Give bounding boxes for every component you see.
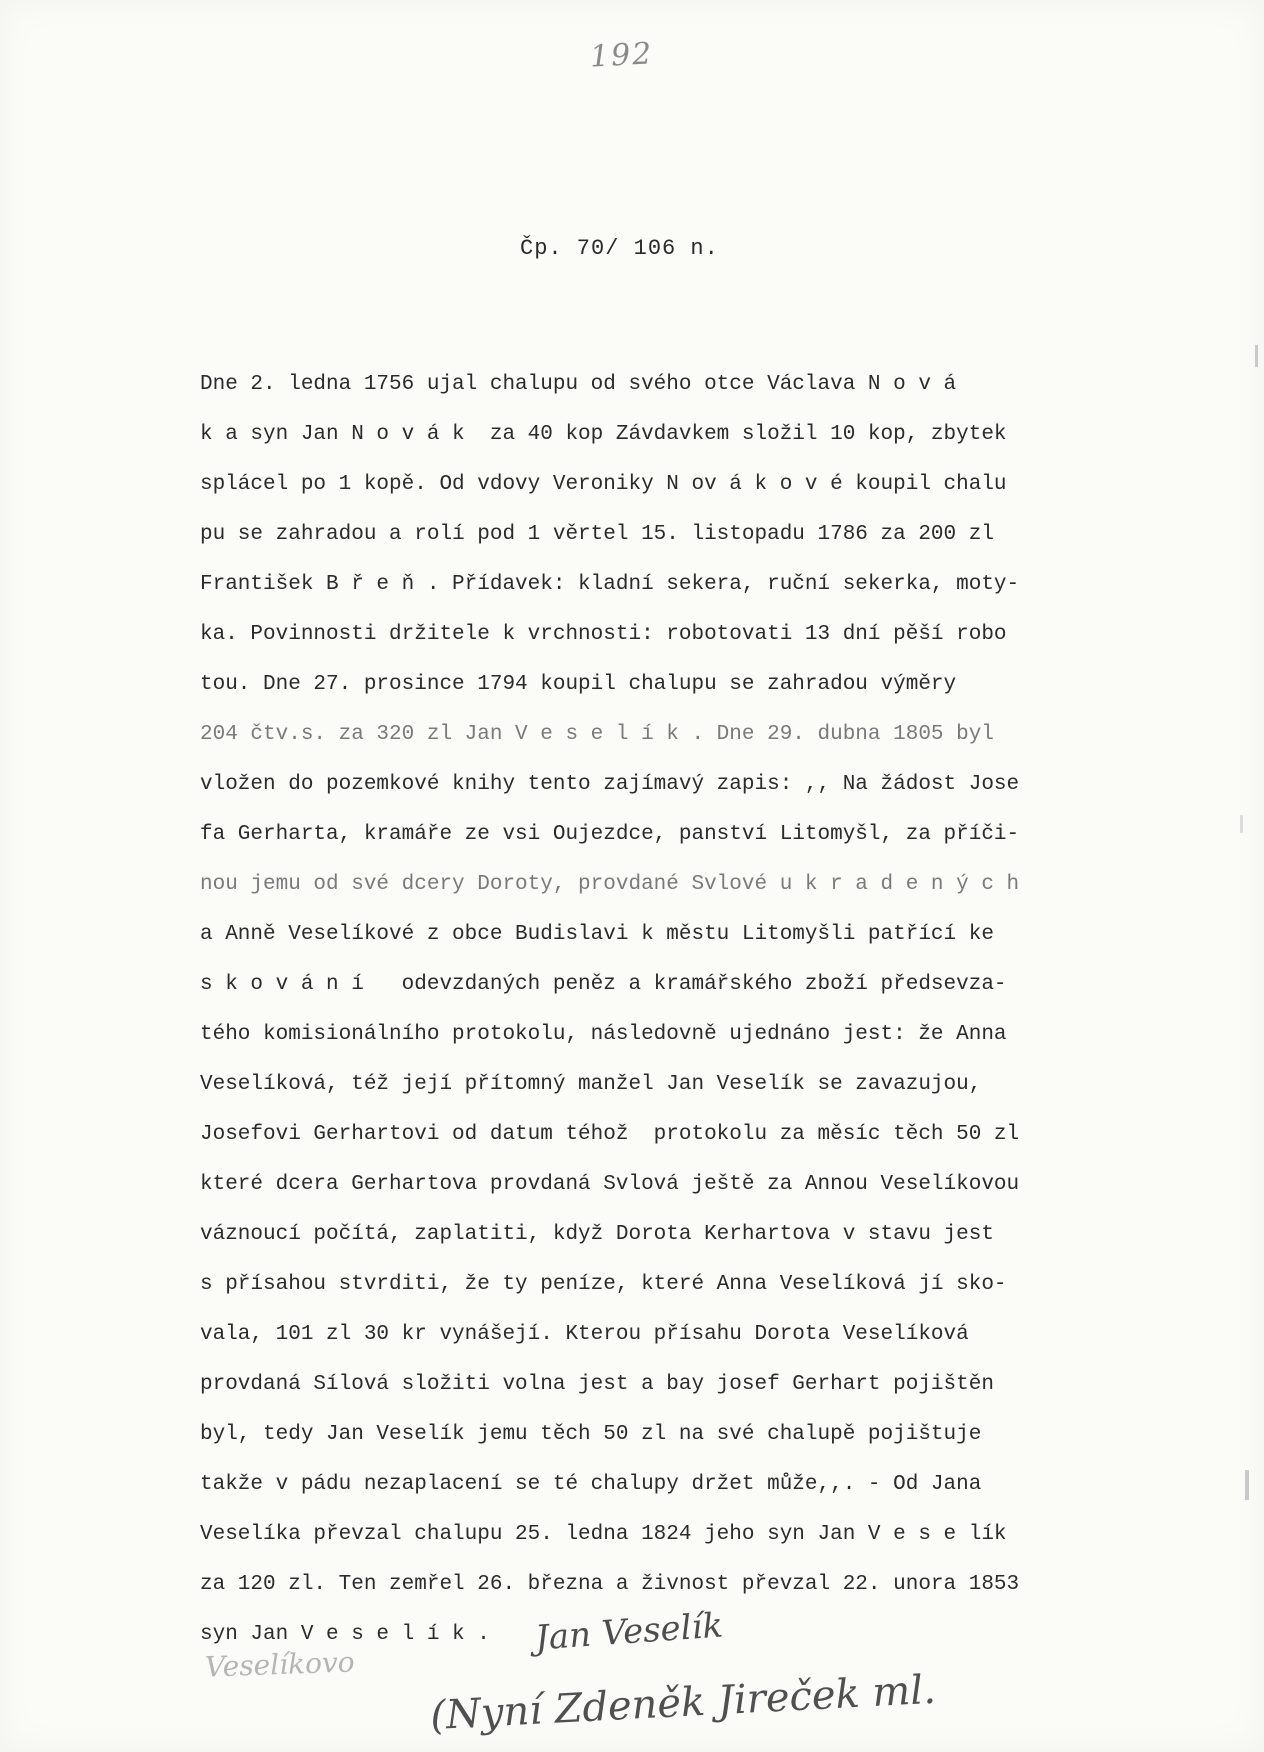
handwritten-faint-note: Veselíkovo [204,1645,356,1684]
margin-mark [1255,345,1258,367]
handwritten-current-owner: (Nyní Zdeněk Jireček ml. [429,1666,937,1740]
body-line: splácel po 1 kopě. Od vdovy Veroniky N ov á k o v é koupil chalu [200,473,1007,496]
body-line: Veselíka převzal chalupu 25. ledna 1824 jeho syn Jan V e s e lík [200,1523,1007,1546]
body-line: provdaná Sílová složiti volna jest a bay josef Gerhart pojištěn [200,1373,994,1396]
house-number-heading: Čp. 70/ 106 n. [520,236,719,261]
body-line: Josefovi Gerhartovi od datum téhož protokolu za měsíc těch 50 zl [200,1123,1020,1146]
body-line: ka. Povinnosti držitele k vrchnosti: robotovati 13 dní pěší robo [200,623,1007,646]
body-line: byl, tedy Jan Veselík jemu těch 50 zl na své chalupě pojištuje [200,1423,982,1446]
body-line: a Anně Veselíkové z obce Budislavi k městu Litomyšli patřící ke [200,923,994,946]
body-line: tého komisionálního protokolu, následovně ujednáno jest: že Anna [200,1023,1007,1046]
body-line: takže v pádu nezaplacení se té chalupy držet může,,. - Od Jana [200,1473,982,1496]
margin-mark [1245,1470,1249,1500]
body-line: za 120 zl. Ten zemřel 26. března a živnost převzal 22. unora 1853 [200,1573,1020,1596]
body-line: k a syn Jan N o v á k za 40 kop Závdavkem složil 10 kop, zbytek [200,423,1007,446]
body-line: váznoucí počítá, zaplatiti, když Dorota Kerhartova v stavu jest [200,1223,994,1246]
margin-mark [1240,815,1243,833]
body-line: s k o v á n í odevzdaných peněz a kramářského zboží předsevza- [200,973,1007,996]
body-line: syn Jan V e s e l í k . [200,1623,490,1646]
body-line: s přísahou stvrditi, že ty peníze, které Anna Veselíková jí sko- [200,1273,1007,1296]
body-line: vala, 101 zl 30 kr vynášejí. Kterou přísahu Dorota Veselíková [200,1323,969,1346]
body-line: Veselíková, též její přítomný manžel Jan Veselík se zavazujou, [200,1073,982,1096]
body-line: které dcera Gerhartova provdaná Svlová ještě za Annou Veselíkovou [200,1173,1020,1196]
body-line: fa Gerharta, kramáře ze vsi Oujezdce, panství Litomyšl, za příči- [200,823,1020,846]
body-line: 204 čtv.s. za 320 zl Jan V e s e l í k . Dne 29. dubna 1805 byl [200,723,994,746]
body-line: tou. Dne 27. prosince 1794 koupil chalupu se zahradou výměry [200,673,957,696]
document-body [200,360,1190,1660]
body-line: Dne 2. ledna 1756 ujal chalupu od svého otce Václava N o v á [200,373,957,396]
page-number: 192 [589,36,655,75]
body-line: nou jemu od své dcery Doroty, provdané Svlové u k r a d e n ý c h [200,873,1020,896]
handwritten-signature: Jan Veselík [533,1605,725,1659]
body-line: vložen do pozemkové knihy tento zajímavý zapis: ,, Na žádost Jose [200,773,1020,796]
body-line: František B ř e ň . Přídavek: kladní sekera, ruční sekerka, moty- [200,573,1020,596]
body-line: pu se zahradou a rolí pod 1 věrtel 15. listopadu 1786 za 200 zl [200,523,994,546]
